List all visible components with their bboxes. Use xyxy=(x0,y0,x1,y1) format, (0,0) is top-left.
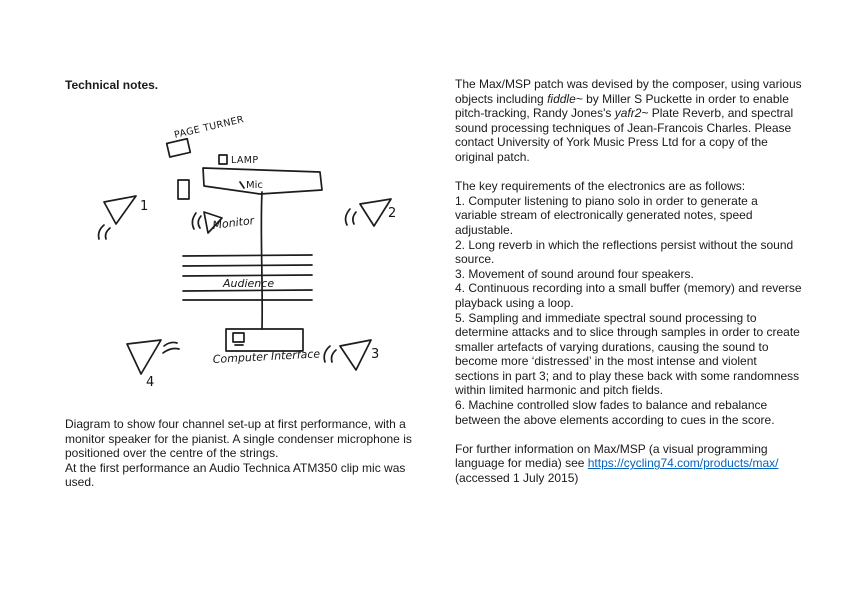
mic-label: Mic xyxy=(246,180,263,191)
page-turner-label: PAGE TURNER xyxy=(173,114,246,141)
footer-text-2: (accessed 1 July 2015) xyxy=(455,471,579,486)
computer-interface-label: Computer Interface xyxy=(212,347,321,366)
speaker-2-number: 2 xyxy=(388,206,397,221)
monitor-label: Monitor xyxy=(211,213,255,232)
caption-text-2: At the first performance an Audio Technica ATM350 clip mic was used. xyxy=(65,460,406,490)
lamp-label: LAMP xyxy=(231,155,259,166)
mic-marker xyxy=(240,182,244,188)
speaker-3-number: 3 xyxy=(371,347,380,362)
speaker-1-number: 1 xyxy=(140,199,149,214)
intro-text-2: by Miller S Puckette in order to enable pitch-tracking, Randy Jones's xyxy=(455,91,789,121)
lamp-marker xyxy=(219,155,227,164)
audience-label: Audience xyxy=(223,277,275,290)
requirement-item-3: 3. Movement of sound around four speakers. xyxy=(455,266,694,281)
diagram-caption xyxy=(65,417,417,490)
speaker-2-shape xyxy=(346,199,391,226)
requirement-item-2: 2. Long reverb in which the reflections persist without the sound source. xyxy=(455,237,794,267)
intro-text-1: The Max/MSP patch was devised by the composer, using various objects including xyxy=(455,77,802,106)
intro-paragraph xyxy=(455,77,803,165)
section-heading: Technical notes. xyxy=(65,78,159,92)
footer-text-1: For further information on Max/MSP (a visual programming language for media) see xyxy=(455,441,768,471)
footer-paragraph xyxy=(455,442,803,486)
requirement-item-6: 6. Machine controlled slow fades to balance and rebalance between the above elements according to cues in the score. xyxy=(455,398,775,427)
pianist-bench xyxy=(178,180,189,199)
page-turner-box xyxy=(167,139,191,157)
requirement-item-1: 1. Computer listening to piano solo in order to generate a variable stream of electronically generated notes, speed adjustable. xyxy=(455,193,758,237)
requirement-item-5: 5. Sampling and immediate spectral sound processing to determine attacks and to slice through samples in order to create smaller artefacts of varying durations, causing the sound to become more ‘distressed’ in the most intense and violent sections in part 3; and to play these back with some randomness within limited harmonic and pitch fields. xyxy=(455,310,800,398)
intro-text-3: Plate Reverb, and spectral sound processing techniques of Jean-Francois Charles. Please contact University of York Music Press Ltd for a copy of the original patch. xyxy=(455,106,794,164)
speaker-3-shape xyxy=(324,340,371,370)
speaker-4-shape xyxy=(127,340,179,374)
notes-column xyxy=(455,77,803,500)
external-link[interactable]: https://cycling74.com/products/max/ xyxy=(587,456,779,471)
requirement-item-4: 4. Continuous recording into a small buffer (memory) and reverse playback using a loop. xyxy=(455,281,802,310)
cable-line xyxy=(261,192,262,329)
caption-text-1: Diagram to show four channel set-up at first performance, with a monitor speaker for the pianist. A single condenser microphone is positioned over the centre of the strings. xyxy=(65,417,412,461)
fiddle-object-name: fiddle~ xyxy=(547,91,583,106)
computer-icon xyxy=(233,333,244,345)
yafr2-object-name: yafr2~ xyxy=(614,106,649,121)
monitor-waves xyxy=(192,213,201,229)
speaker-1-shape xyxy=(99,196,136,239)
requirements-header: The key requirements of the electronics are as follows: xyxy=(455,179,746,194)
stage-setup-diagram xyxy=(92,110,424,412)
speaker-4-number: 4 xyxy=(146,375,155,390)
requirements-block xyxy=(455,179,803,427)
